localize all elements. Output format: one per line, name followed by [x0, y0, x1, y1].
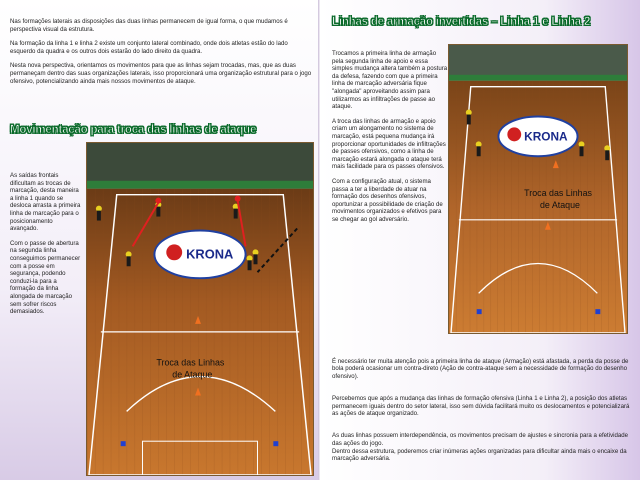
left-side-text	[10, 172, 82, 316]
bottom-paragraph-3: As duas linhas possuem interdependência, os movimentos precisam de ajustes e sincronia para a efetividade das ações do jogo. Dentro dessa estrutura, poderemos criar inúmeras ações organizadas para dificultar ainda mais o encaixe da marcação adversária.	[332, 432, 629, 463]
left-court-photo	[86, 142, 314, 476]
col-paragraph-1: Trocamos a primeira linha de armação pela segunda linha de apoio e essa simples mudança altera também a postura da defesa, fazendo com que a primeira linha de marcação adversária fique "alongada" aproveitando assim para utilizarmos as infiltrações de passe ao ataque.	[332, 50, 448, 111]
right-bottom-text	[332, 350, 630, 470]
bottom-paragraph-1: É necessário ter muita atenção pois a primeira linha de ataque (Armação) está afastada, a perda da posse de bola poderá ocasionar um contra-direto (Ação de contra-ataque sem a necessidade de formação do desenho ofensivo).	[332, 357, 629, 380]
logo-text: KRONA	[524, 129, 568, 144]
bottom-paragraph-2: Percebemos que após a mudança das linhas de formação ofensiva (Linha 1 e Linha 2), a posição dos atletas permanecem iguais dentro do setor lateral, isso sem dúvida facilitará muito os deslocamentos e potencializará as ações de ataque organizado.	[332, 394, 630, 418]
court-illustration	[87, 143, 313, 475]
left-heading: Movimentação para troca das linhas de ataque	[10, 124, 257, 136]
right-court-photo	[448, 44, 628, 334]
side-paragraph-1: As saídas frontais dificultam as trocas de marcação, desta maneira a linha 1 quando se desloca arrasta a primeira linha de marcação para o posicionamento avançado.	[10, 172, 81, 233]
side-paragraph-2: Com o passe de abertura na segunda linha conseguimos permanecer com a posse em segurança, podendo conduzi-la para a formação da linha alongada de marcação sem sofrer riscos demasiados.	[10, 239, 81, 316]
intro-text	[10, 18, 312, 85]
right-page	[320, 0, 640, 480]
col-paragraph-3: Com a configuração atual, o sistema passa a ter a liberdade de atuar na formação dos desenhos ofensivos, oportunizar a possibilidade de criação de movimentos organizados e efetivos para se chegar ao gol adversário.	[332, 177, 443, 223]
intro-paragraph-2: Na formação da linha 1 e linha 2 existe um conjunto lateral combinado, onde dois atletas estão do lado esquerdo da quadra e os outros dois estarão do lado direito da quadra.	[10, 40, 288, 55]
right-column-text	[332, 50, 448, 223]
court-caption-line1: Troca das Linhas	[156, 357, 225, 368]
logo-text: KRONA	[186, 246, 234, 262]
intro-paragraph-3: Nesta nova perspectiva, orientamos os movimentos para que as linhas sejam trocadas, mas, que as duas permaneçam dentro das suas organizações laterais, isso proporcionará uma organização estrutural para o jogo ofensivo, potencializando ainda mais nossos movimentos de ataque.	[10, 62, 312, 85]
col-paragraph-2: A troca das linhas de armação e apoio criam um alongamento no sistema de marcação, está pequena mudança irá proporcionar oportunidades de infiltrações de passes ofensivos, como a linha de marcação estará alongada o ataque terá mais facilidade para os passes ofensivos.	[332, 117, 446, 171]
court-caption-line2: de Ataque	[539, 199, 581, 210]
court-illustration	[449, 45, 627, 333]
right-heading: Linhas de armação invertidas – Linha 1 e Linha 2	[332, 16, 591, 28]
intro-paragraph-1: Nas formações laterais as disposições das duas linhas permanecem de igual forma, o que mudamos é perspectiva visual da estrutura.	[10, 18, 288, 33]
court-caption-line1: Troca das Linhas	[524, 187, 593, 198]
court-caption-line2: de Ataque	[172, 369, 213, 380]
